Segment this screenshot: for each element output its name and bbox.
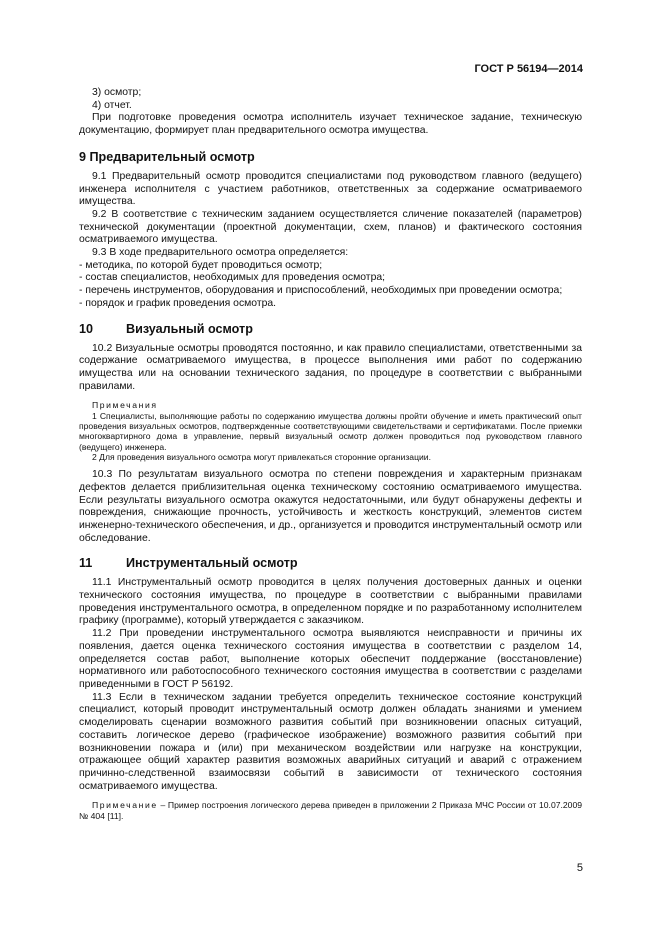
prep-paragraph: При подготовке проведения осмотра исполнитель изучает техническое задание, техническую документацию, формирует план предварительного осмотра имущества.	[79, 112, 582, 137]
document-body	[79, 87, 582, 821]
section-10-heading	[79, 322, 582, 337]
section-10-title: Визуальный осмотр	[126, 321, 253, 336]
note-11	[79, 800, 582, 821]
section-11-number: 11	[79, 556, 93, 571]
section-10-number: 10	[79, 321, 94, 336]
para-10-2: 10.2 Визуальные осмотры проводятся постоянно, и как правило специалистами, ответственными за содержание осматриваемого имущества, в процессе выполнения ими работ по содержанию имущества или на основании технического задания, по процедуре в соответствии с выбранными правилами.	[79, 342, 582, 392]
bullet-1: - методика, по которой будет проводиться осмотр;	[79, 259, 323, 271]
para-11-3: 11.3 Если в техническом задании требуется определить техническое состояние конструкций специалист, который проводит инструментальный осмотр должен обладать знаниями и умением смоделировать сценарии возможного развития событий при возникновении опасных ситуаций, составить логическое дерево (графическое изображение) возможного развития событий при возникновении пожара и (или) при механическом воздействии или нагрузке на конструкции, отражающее общий характер развития возможных аварийных ситуаций и аварий с отражением причинно-следственной взаимосвязи событий в зависимости от технического состояния осматриваемого имущества.	[79, 691, 582, 792]
notes-label: Примечания	[92, 400, 158, 411]
note-2: 2 Для проведения визуального осмотра могут привлекаться сторонние организации.	[92, 451, 431, 462]
list-item-4: 4) отчет.	[92, 99, 132, 111]
para-11-2: 11.2 При проведении инструментального осмотра выявляются неисправности и причины их появления, дается оценка технического состояния имущества в соответствии с разделом 14, определяется состав работ, выполнение которых обеспечит поддержание (восстановление) нормативного или работоспособного технического состояния имущества в соответствии с разделами приведенными в ГОСТ Р 56192.	[79, 628, 582, 690]
para-9-1: 9.1 Предварительный осмотр проводится специалистами под руководством главного (ведущего) инженера исполнителя с участием работников, ответственных за содержание осматриваемого имущества.	[79, 170, 582, 208]
note-11-text: – Пример построения логического дерева приведен в приложении 2 Приказа МЧС России от 10.07.2009 № 404 [11].	[79, 800, 583, 821]
section-9-heading: 9 Предварительный осмотр	[79, 149, 255, 164]
list-item-3: 3) осмотр;	[92, 87, 142, 98]
note-11-label: Примечание	[92, 800, 158, 811]
section-11-heading	[79, 556, 582, 571]
standard-header: ГОСТ Р 56194—2014	[474, 63, 583, 75]
para-9-3: 9.3 В ходе предварительного осмотра определяется:	[92, 247, 349, 259]
page-number: 5	[576, 862, 583, 874]
bullet-3: - перечень инструментов, оборудования и приспособлений, необходимых при проведении осмотра;	[79, 285, 563, 297]
bullet-4: - порядок и график проведения осмотра.	[79, 297, 277, 309]
section-11-title: Инструментальный осмотр	[126, 556, 298, 571]
para-11-1: 11.1 Инструментальный осмотр проводится в целях получения достоверных данных и оценки технического состояния имущества, по процедуре в соответствии с выбранными правилами проведения инструментального осмотра, в определенном порядке и по разработанному исполнителем графику (программе), который утверждается с заказчиком.	[79, 577, 582, 627]
para-9-2: 9.2 В соответствие с техническим заданием осуществляется сличение показателей (параметров) технической документации (проектной документации, схем, планов) и фактического состояния осматриваемого имущества.	[79, 208, 582, 246]
bullet-2: - состав специалистов, необходимых для проведения осмотра;	[79, 272, 386, 284]
para-10-3: 10.3 По результатам визуального осмотра по степени повреждения и характерным признакам дефектов делается приблизительная оценка техническому состоянию осматриваемого имущества. Если результаты визуального осмотра окажутся недостаточными, или будут обнаружены дефекты и повреждения, снижающие прочность, устойчивость и жесткость конструкций, элементов систем инженерно-технического обеспечения, и др., организуется и проводится инструментальный осмотр или обследование.	[79, 469, 582, 544]
note-1: 1 Специалисты, выполняющие работы по содержанию имущества должны пройти обучение и иметь практический опыт проведения визуальных осмотров, подтвержденные соответствующими свидетельствами и сертификатами. После приемки многоквартирного дома в управление, первый визуальный осмотр должен проводиться под руководством главного (ведущего) инженера.	[79, 410, 582, 452]
